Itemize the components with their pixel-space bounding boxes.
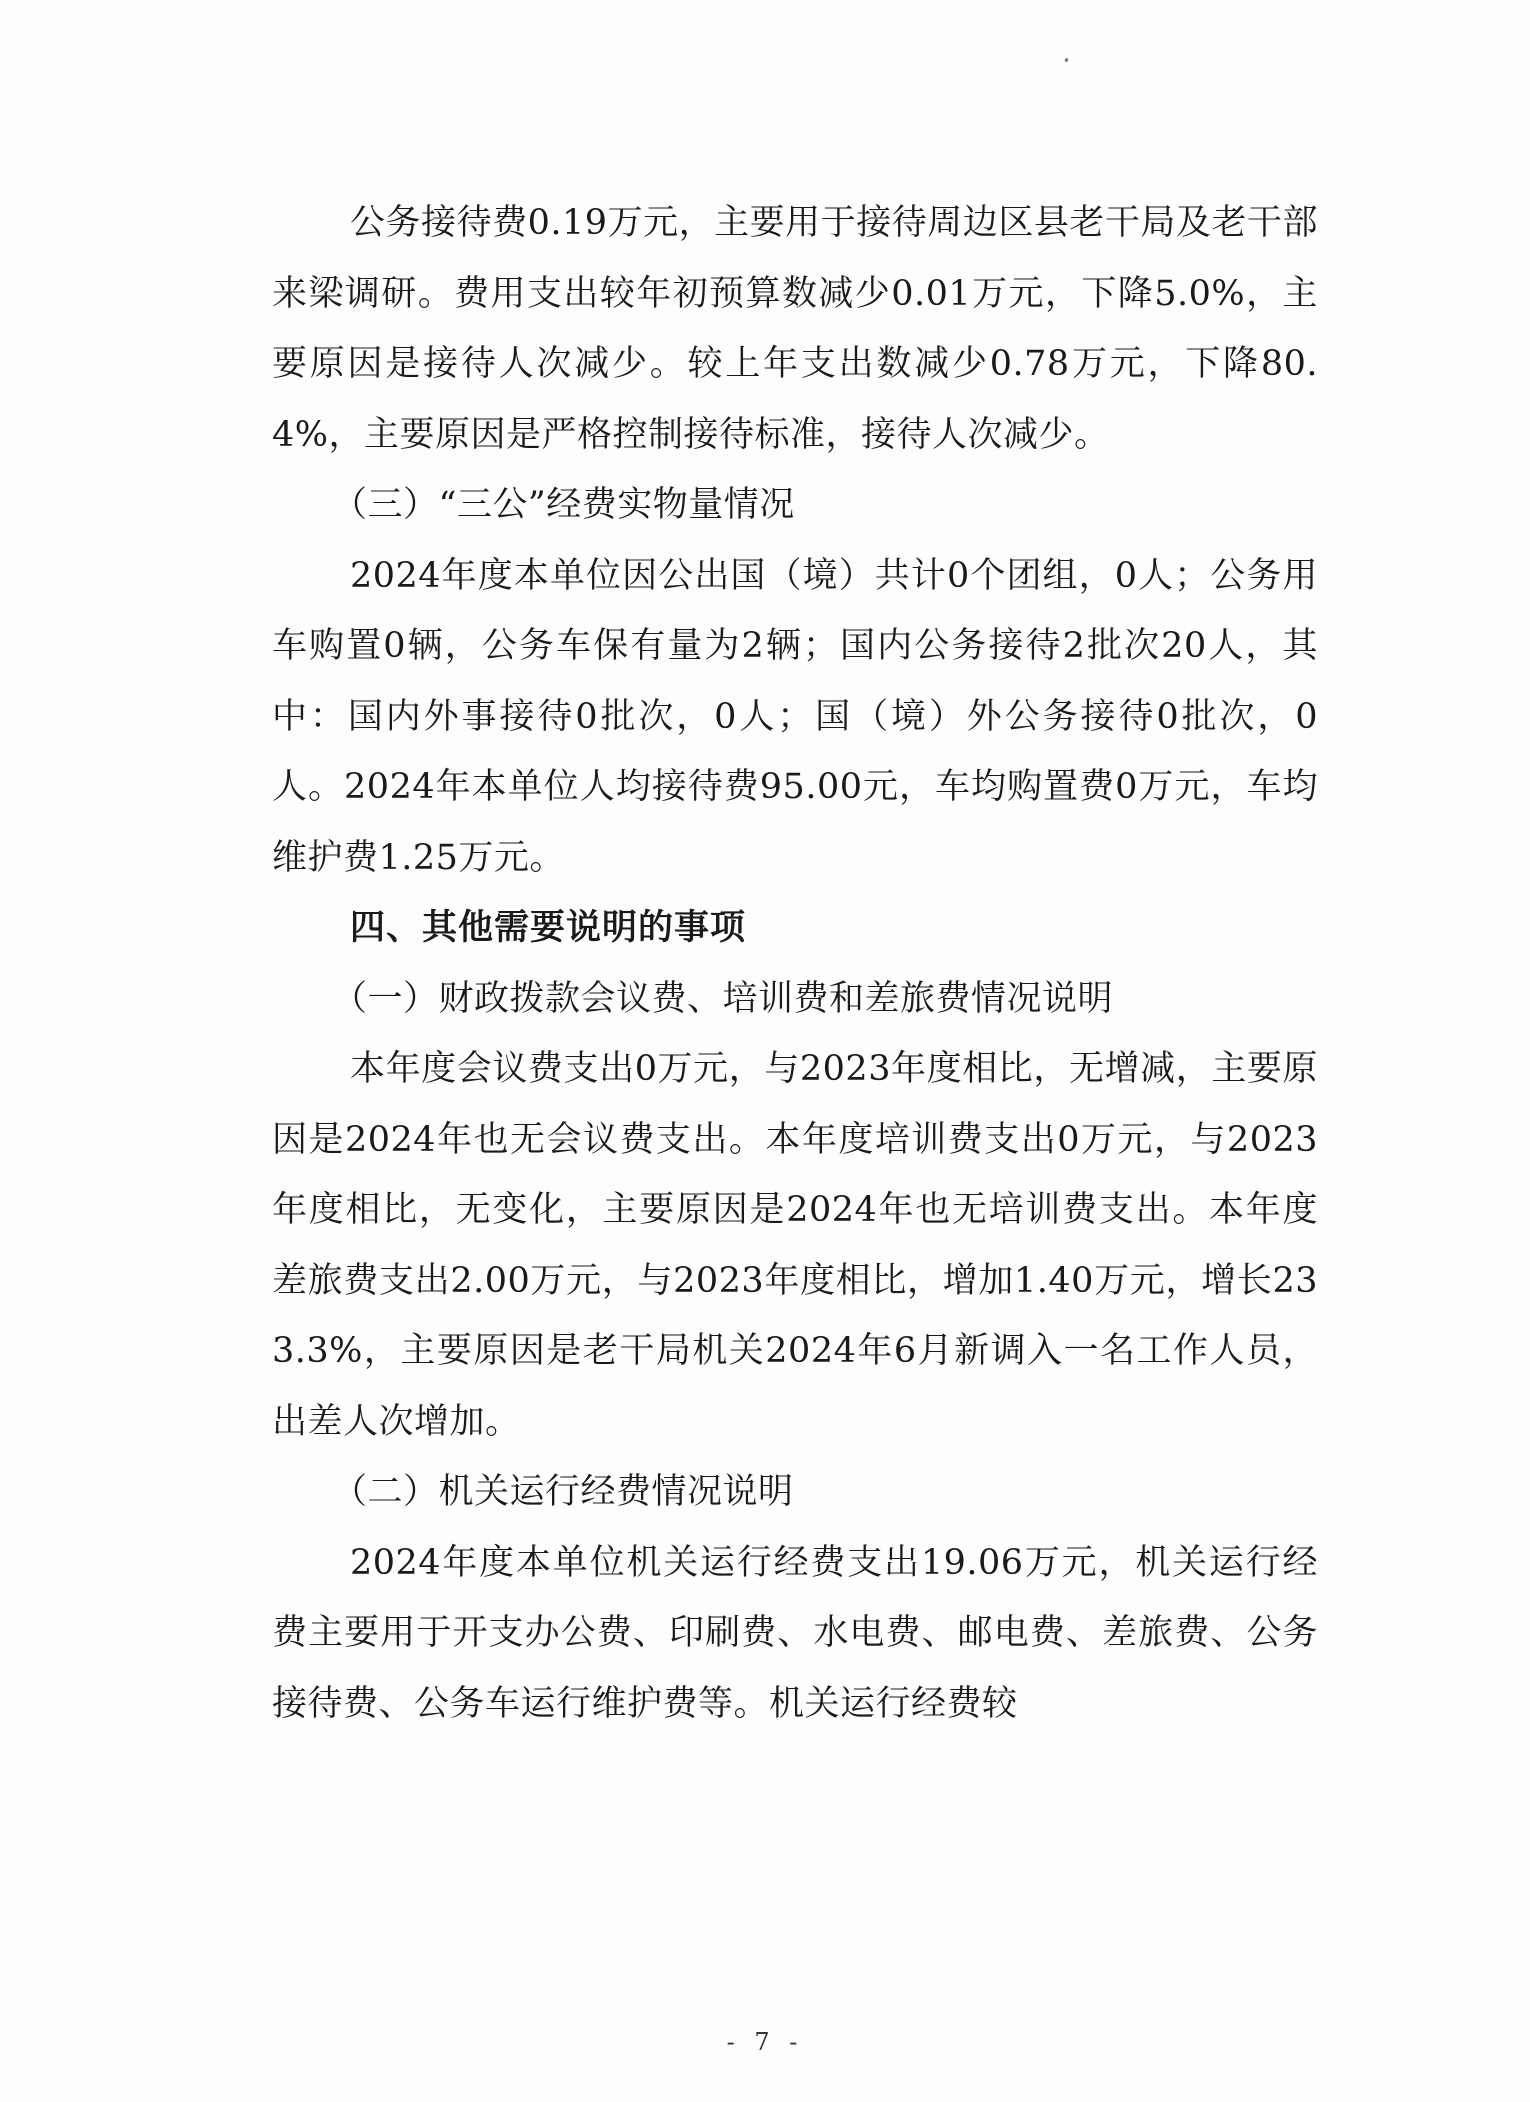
paragraph-operating-expenses: 2024年度本单位机关运行经费支出19.06万元，机关运行经费主要用于开支办公费、印刷费、水电费、邮电费、差旅费、公务接待费、公务车运行维护费等。机关运行经费较 [272, 1542, 1318, 1724]
scan-speck [1064, 58, 1069, 63]
paragraph-physical-quantity: 2024年度本单位因公出国（境）共计0个团组，0人；公务用车购置0辆，公务车保有量为2辆；国内公务接待2批次20人，其中：国内外事接待0批次，0人；国（境）外公务接待0批次，0人。2024年本单位人均接待费95.00元，车均购置费0万元，车均维护费1.25万元。 [272, 555, 1318, 878]
paragraph-meeting-training-travel: 本年度会议费支出0万元，与2023年度相比，无增减，主要原因是2024年也无会议费支出。本年度培训费支出0万元，与2023年度相比，无变化，主要原因是2024年也无培训费支出。本年度差旅费支出2.00万元，与2023年度相比，增加1.40万元，增长233.3%，主要原因是老干局机关2024年6月新调入一名工作人员，出差人次增加。 [272, 1049, 1318, 1442]
document-body [272, 188, 1318, 1739]
heading-other-matters: 四、其他需要说明的事项 [350, 908, 747, 948]
page-number: - 7 - [726, 2028, 804, 2056]
heading-operating-expenses: （二）机关运行经费情况说明 [332, 1472, 794, 1512]
heading-three-public-quantity: （三）“三公”经费实物量情况 [332, 485, 795, 525]
paragraph-reception-expense: 公务接待费0.19万元，主要用于接待周边区县老干局及老干部来梁调研。费用支出较年初预算数减少0.01万元，下降5.0%，主要原因是接待人次减少。较上年支出数减少0.78万元，下降80.4%，主要原因是严格控制接待标准，接待人次减少。 [272, 203, 1318, 455]
heading-meeting-training-travel: （一）财政拨款会议费、培训费和差旅费情况说明 [332, 978, 1114, 1019]
